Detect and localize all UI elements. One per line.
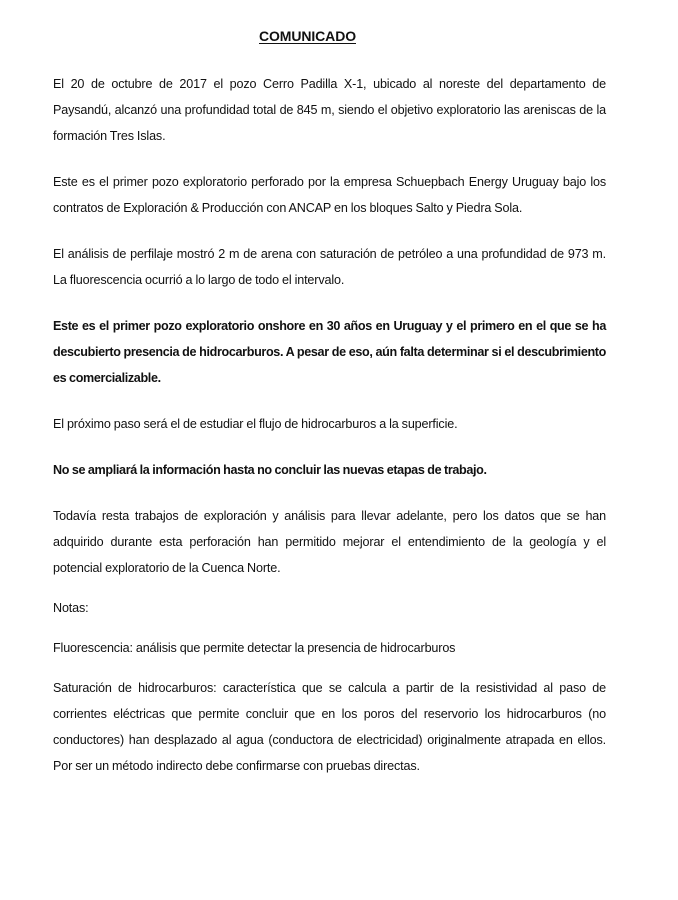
paragraph-well-depth: El 20 de octubre de 2017 el pozo Cerro Padilla X-1, ubicado al noreste del departamento de Paysandú, alcanzó una profundidad total de 845 m, siendo el objetivo exploratorio las areniscas de la formación Tres Islas. [53, 77, 606, 143]
document-title [53, 28, 606, 44]
document-body [53, 71, 606, 799]
document-title-text: COMUNICADO [259, 28, 356, 44]
paragraph-discovery-highlight: Este es el primer pozo exploratorio onshore en 30 años en Uruguay y el primero en el que se ha descubierto presencia de hidrocarburos. A pesar de eso, aún falta determinar si el descubrimiento es comercializable. [53, 319, 606, 385]
paragraph-next-step: El próximo paso será el de estudiar el flujo de hidrocarburos a la superficie. [53, 417, 458, 431]
note-fluorescence: Fluorescencia: análisis que permite detectar la presencia de hidrocarburos [53, 641, 456, 655]
paragraph-no-further-info: No se ampliará la información hasta no concluir las nuevas etapas de trabajo. [53, 463, 487, 477]
notes-heading: Notas: [53, 601, 89, 615]
paragraph-remaining-work: Todavía resta trabajos de exploración y análisis para llevar adelante, pero los datos que se han adquirido durante esta perforación han permitido mejorar el entendimiento de la geología y el potencial exploratorio de la Cuenca Norte. [53, 509, 606, 575]
paragraph-log-analysis: El análisis de perfilaje mostró 2 m de arena con saturación de petróleo a una profundidad de 973 m. La fluorescencia ocurrió a lo largo de todo el intervalo. [53, 247, 606, 287]
paragraph-first-well: Este es el primer pozo exploratorio perforado por la empresa Schuepbach Energy Uruguay bajo los contratos de Exploración & Producción con ANCAP en los bloques Salto y Piedra Sola. [53, 175, 606, 215]
note-hydrocarbon-saturation: Saturación de hidrocarburos: característica que se calcula a partir de la resistividad al paso de corrientes eléctricas que permite concluir que en los poros del reservorio los hidrocarburos (no conductores) han desplazado al agua (conductora de electricidad) originalmente atrapada en ellos. Por ser un método indirecto debe confirmarse con pruebas directas. [53, 681, 606, 773]
